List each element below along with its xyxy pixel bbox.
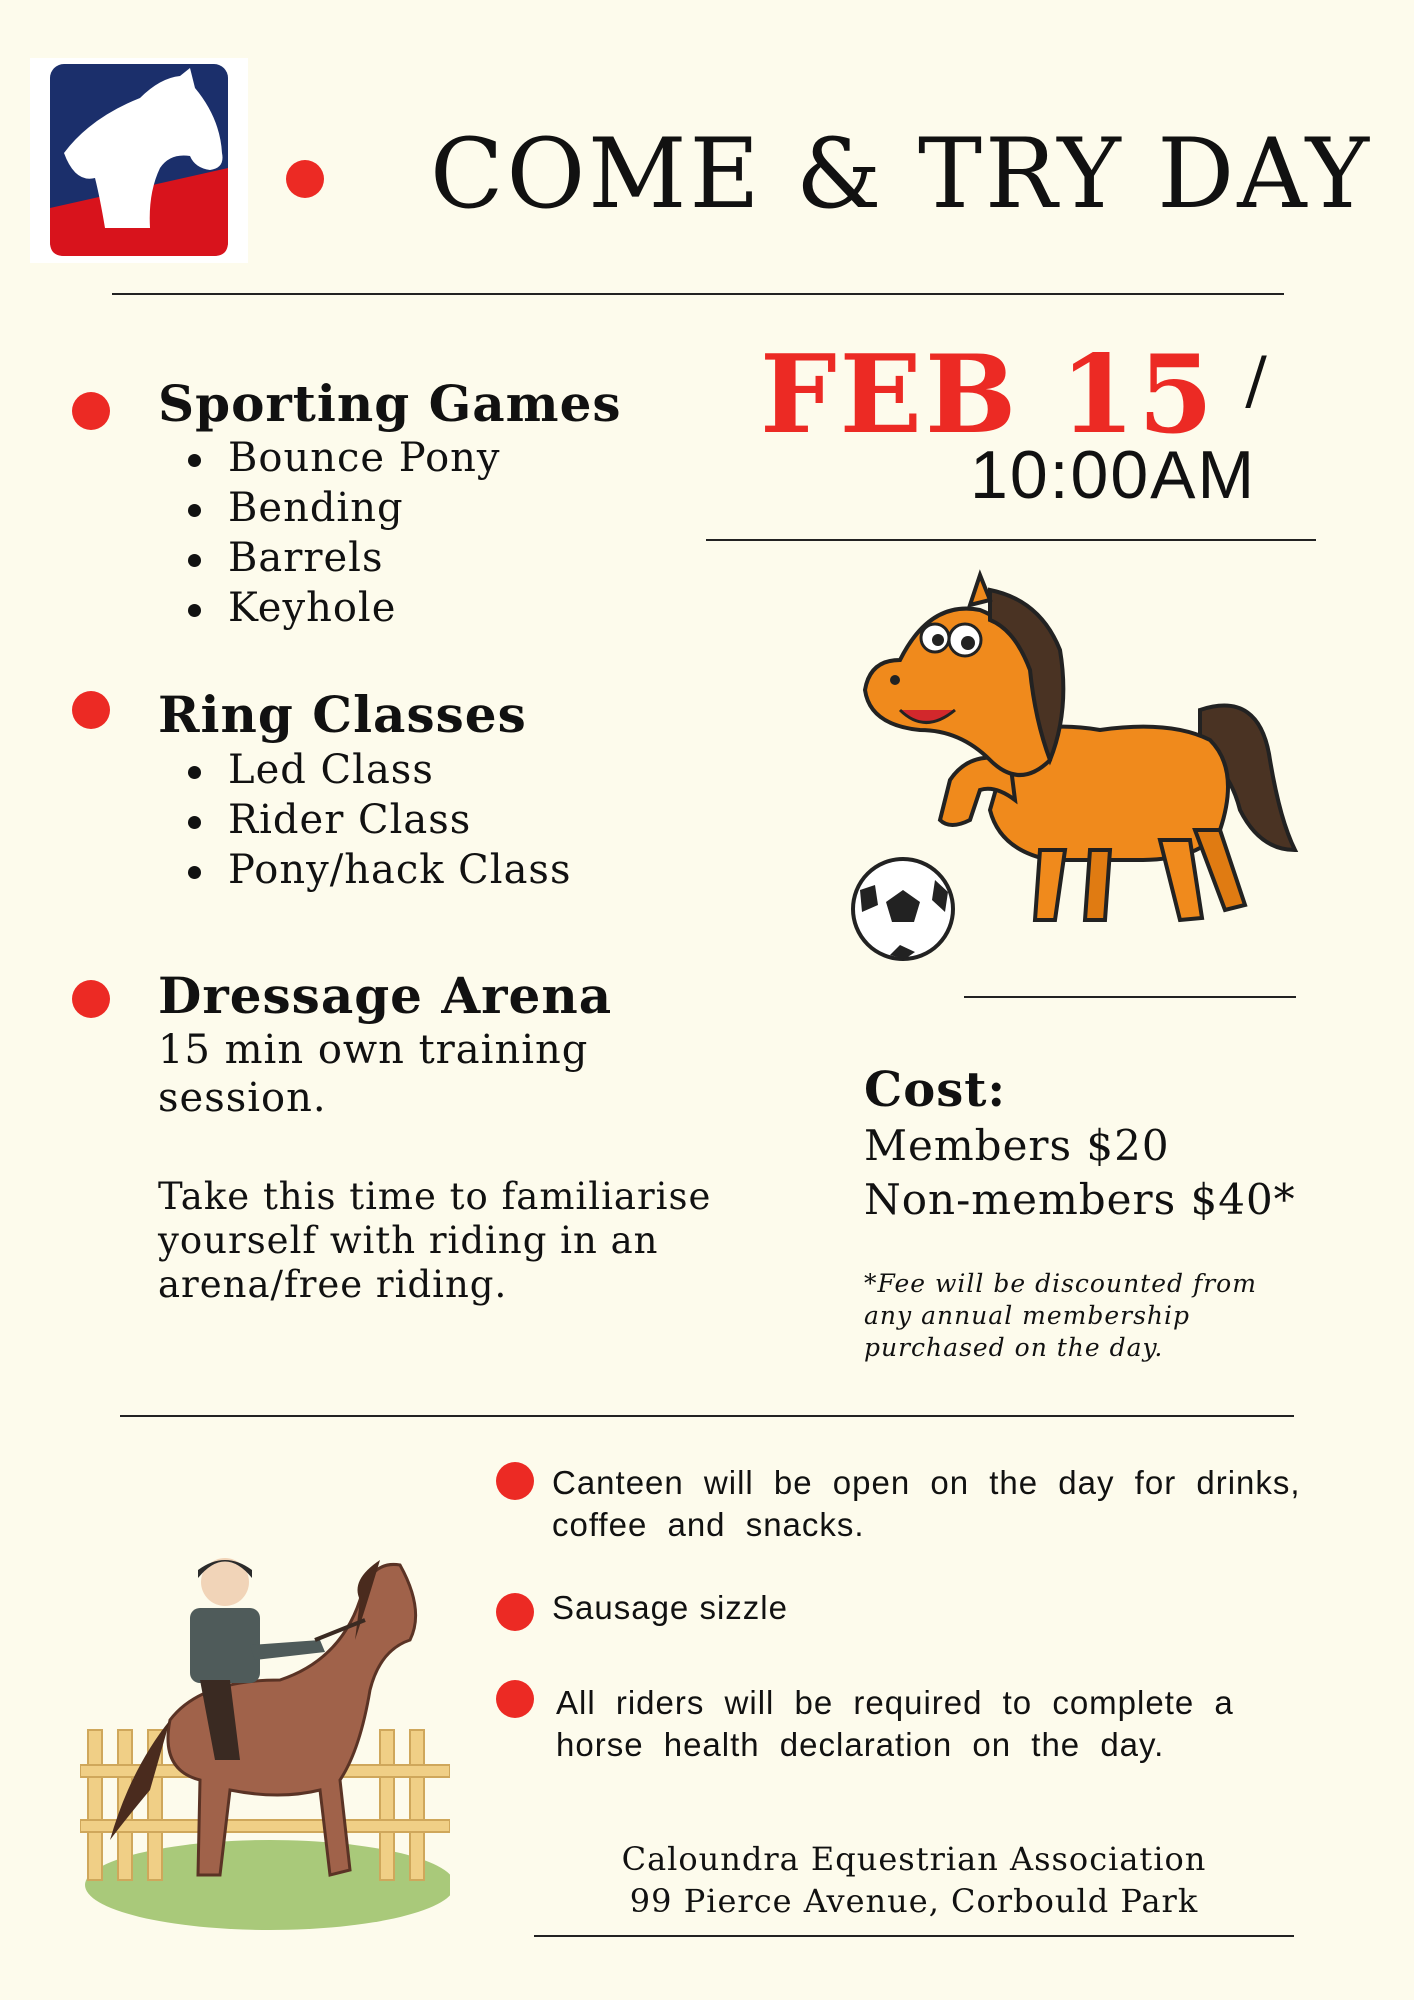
info-dot: [496, 1462, 534, 1500]
cost-non-members: Non-members $40*: [864, 1175, 1296, 1224]
list-item: Barrels: [158, 533, 501, 583]
list-item: Pony/hack Class: [158, 845, 571, 895]
header-dot: [286, 160, 324, 198]
list-item: Bounce Pony: [158, 433, 501, 483]
section-heading: Ring Classes: [158, 685, 527, 744]
ring-classes-list: [158, 745, 571, 895]
footer-address: 99 Pierce Avenue, Corbould Park: [629, 1882, 1199, 1920]
section-divider: [120, 1415, 1294, 1417]
event-day: FEB 15: [760, 332, 1217, 458]
horse-head-logo: [30, 58, 248, 263]
section-dot: [72, 392, 110, 430]
title-divider: [112, 293, 1284, 295]
info-canteen: Canteen will be open on the day for drinks, coffee and snacks.: [552, 1464, 1301, 1543]
list-item: Rider Class: [158, 795, 571, 845]
rider-on-horse-illustration: [80, 1490, 450, 1930]
event-time: 10:00AM: [970, 437, 1257, 513]
image-divider: [964, 996, 1296, 998]
info-dot: [496, 1593, 534, 1631]
info-health-declaration: All riders will be required to complete a horse health declaration on the day.: [556, 1684, 1234, 1763]
arena-note: Take this time to familiarise yourself with riding in an arena/free riding.: [158, 1175, 712, 1306]
horse-with-ball-illustration: [840, 560, 1300, 970]
list-item: Bending: [158, 483, 501, 533]
footer-org: Caloundra Equestrian Association: [621, 1840, 1207, 1878]
list-item: Led Class: [158, 745, 571, 795]
sporting-games-list: [158, 433, 501, 633]
info-sausage: Sausage sizzle: [552, 1589, 788, 1626]
cost-members: Members $20: [864, 1121, 1170, 1170]
section-heading: Dressage Arena: [158, 966, 613, 1025]
list-item: Keyhole: [158, 583, 501, 633]
date-separator: /: [1245, 344, 1267, 418]
footer-divider: [534, 1935, 1294, 1937]
cost-heading: Cost:: [864, 1062, 1007, 1118]
section-dot: [72, 691, 110, 729]
fee-footnote: *Fee will be discounted from any annual membership purchased on the day.: [864, 1269, 1257, 1362]
section-heading: Sporting Games: [158, 374, 622, 433]
date-divider: [706, 539, 1316, 541]
section-dot: [72, 980, 110, 1018]
info-dot: [496, 1680, 534, 1718]
page-title: COME & TRY DAY: [430, 118, 1373, 230]
dressage-description: 15 min own training session.: [158, 1027, 589, 1121]
